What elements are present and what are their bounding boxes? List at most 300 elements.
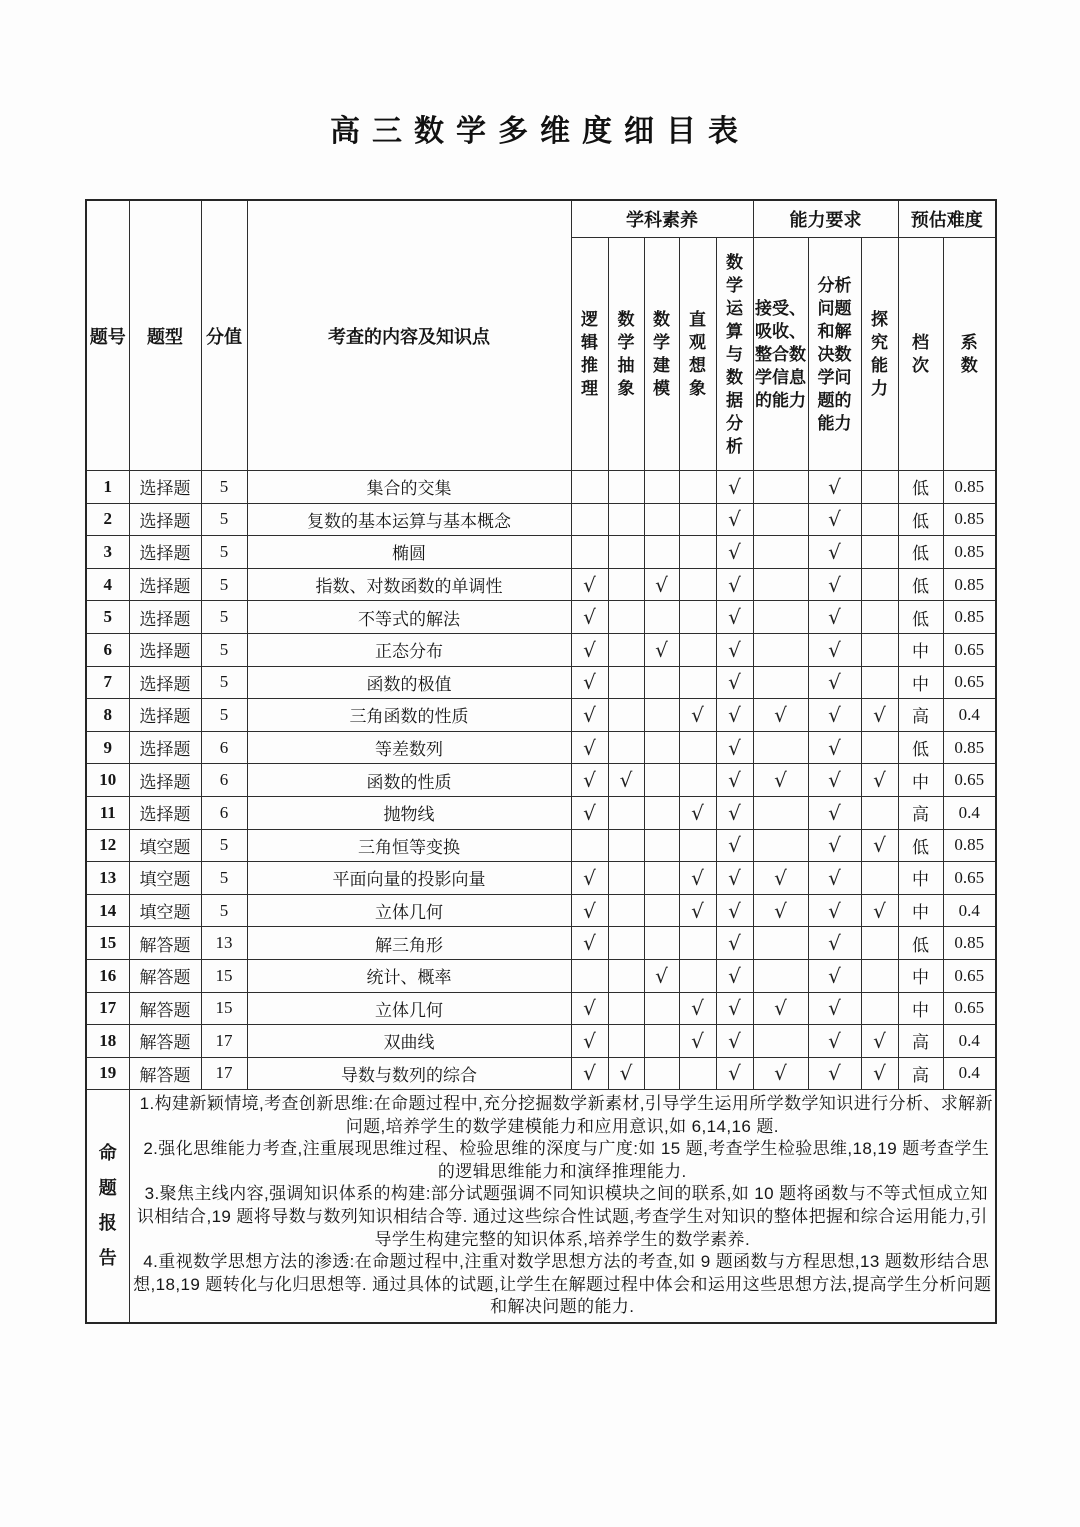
table-row: [86, 764, 996, 797]
col-header-math-operation-data-analysis: 数学运算与数据分析: [726, 252, 744, 456]
checkmark-cell: √: [861, 764, 898, 797]
question-type-cell: 选择题: [129, 601, 201, 634]
checkmark-cell: √: [716, 764, 753, 797]
difficulty-level-cell: 中: [898, 764, 943, 797]
checkmark-cell: √: [808, 927, 861, 960]
empty-check-cell: [571, 959, 608, 992]
table-row: [86, 992, 996, 1025]
col-header-question-no: 题号: [86, 200, 129, 471]
checkmark-cell: √: [644, 959, 679, 992]
checkmark-cell: √: [679, 992, 716, 1025]
empty-check-cell: [861, 666, 898, 699]
difficulty-level-cell: 高: [898, 1057, 943, 1090]
checkmark-cell: √: [861, 1025, 898, 1058]
empty-check-cell: [753, 503, 808, 536]
coefficient-cell: 0.85: [943, 601, 996, 634]
table-row: [86, 959, 996, 992]
table-row: [86, 601, 996, 634]
report-item-1: 1.构建新颖情境,考查创新思维:在命题过程中,充分挖掘数学新素材,引导学生运用所学数学知识进行分析、求解新问题,培养学生的数学建模能力和应用意识,如 6,14,16 题.: [139, 1094, 993, 1136]
question-type-cell: 解答题: [129, 959, 201, 992]
question-number-cell: 7: [86, 666, 129, 699]
question-type-cell: 解答题: [129, 1057, 201, 1090]
checkmark-cell: √: [679, 796, 716, 829]
empty-check-cell: [753, 666, 808, 699]
empty-check-cell: [679, 633, 716, 666]
points-cell: 5: [201, 568, 247, 601]
question-number-cell: 9: [86, 731, 129, 764]
checkmark-cell: √: [571, 731, 608, 764]
content-knowledge-cell: 指数、对数函数的单调性: [247, 568, 571, 601]
difficulty-level-cell: 高: [898, 796, 943, 829]
content-knowledge-cell: 复数的基本运算与基本概念: [247, 503, 571, 536]
col-header-intuitive-imagination: 直观想象: [689, 310, 706, 398]
content-knowledge-cell: 椭圆: [247, 536, 571, 569]
table-row: [86, 568, 996, 601]
empty-check-cell: [644, 503, 679, 536]
question-type-cell: 解答题: [129, 992, 201, 1025]
empty-check-cell: [608, 503, 644, 536]
empty-check-cell: [608, 992, 644, 1025]
empty-check-cell: [608, 829, 644, 862]
empty-check-cell: [608, 796, 644, 829]
question-number-cell: 15: [86, 927, 129, 960]
difficulty-level-cell: 低: [898, 829, 943, 862]
empty-check-cell: [861, 862, 898, 895]
checkmark-cell: √: [861, 1057, 898, 1090]
checkmark-cell: √: [716, 959, 753, 992]
checkmark-cell: √: [571, 601, 608, 634]
question-type-cell: 填空题: [129, 862, 201, 895]
difficulty-level-cell: 高: [898, 1025, 943, 1058]
checkmark-cell: √: [644, 633, 679, 666]
empty-check-cell: [571, 536, 608, 569]
header-group-row: [86, 200, 996, 238]
empty-check-cell: [753, 796, 808, 829]
empty-check-cell: [608, 666, 644, 699]
empty-check-cell: [753, 601, 808, 634]
coefficient-cell: 0.65: [943, 862, 996, 895]
empty-check-cell: [861, 959, 898, 992]
checkmark-cell: √: [571, 1025, 608, 1058]
question-number-cell: 4: [86, 568, 129, 601]
question-number-cell: 6: [86, 633, 129, 666]
checkmark-cell: √: [861, 829, 898, 862]
coefficient-cell: 0.4: [943, 699, 996, 732]
checkmark-cell: √: [644, 568, 679, 601]
checkmark-cell: √: [753, 764, 808, 797]
col-header-difficulty-level: 档次: [912, 333, 930, 375]
checkmark-cell: √: [808, 471, 861, 504]
report-section: [86, 1090, 996, 1323]
empty-check-cell: [644, 796, 679, 829]
points-cell: 5: [201, 699, 247, 732]
question-type-cell: 解答题: [129, 927, 201, 960]
report-row: [86, 1090, 996, 1323]
empty-check-cell: [644, 1057, 679, 1090]
question-number-cell: 19: [86, 1057, 129, 1090]
question-type-cell: 填空题: [129, 894, 201, 927]
empty-check-cell: [608, 1025, 644, 1058]
empty-check-cell: [608, 536, 644, 569]
checkmark-cell: √: [808, 959, 861, 992]
table-row: [86, 503, 996, 536]
table-row: [86, 1057, 996, 1090]
col-header-logical-reasoning: 逻辑推理: [581, 310, 598, 398]
checkmark-cell: √: [861, 699, 898, 732]
empty-check-cell: [644, 927, 679, 960]
content-knowledge-cell: 解三角形: [247, 927, 571, 960]
coefficient-cell: 0.4: [943, 796, 996, 829]
checkmark-cell: √: [808, 536, 861, 569]
coefficient-cell: 0.85: [943, 731, 996, 764]
empty-check-cell: [861, 601, 898, 634]
report-content: [129, 1090, 996, 1323]
table-row: [86, 699, 996, 732]
col-header-question-type: 题型: [129, 200, 201, 471]
col-header-exploration-ability: 探究能力: [871, 310, 889, 398]
empty-check-cell: [861, 731, 898, 764]
checkmark-cell: √: [808, 796, 861, 829]
content-knowledge-cell: 三角恒等变换: [247, 829, 571, 862]
coefficient-cell: 0.65: [943, 764, 996, 797]
content-knowledge-cell: 抛物线: [247, 796, 571, 829]
checkmark-cell: √: [571, 796, 608, 829]
empty-check-cell: [571, 829, 608, 862]
content-knowledge-cell: 函数的性质: [247, 764, 571, 797]
checkmark-cell: √: [808, 894, 861, 927]
difficulty-level-cell: 高: [898, 699, 943, 732]
empty-check-cell: [644, 764, 679, 797]
difficulty-level-cell: 低: [898, 731, 943, 764]
empty-check-cell: [861, 796, 898, 829]
col-header-absorb-integrate-info: 接受、吸收、整合数学信息的能力: [755, 298, 807, 410]
empty-check-cell: [608, 731, 644, 764]
checkmark-cell: √: [571, 894, 608, 927]
checkmark-cell: √: [808, 1057, 861, 1090]
question-number-cell: 11: [86, 796, 129, 829]
empty-check-cell: [753, 568, 808, 601]
empty-check-cell: [608, 601, 644, 634]
checkmark-cell: √: [679, 1025, 716, 1058]
checkmark-cell: √: [716, 633, 753, 666]
difficulty-level-cell: 低: [898, 503, 943, 536]
table-row: [86, 633, 996, 666]
content-knowledge-cell: 函数的极值: [247, 666, 571, 699]
points-cell: 6: [201, 764, 247, 797]
checkmark-cell: √: [716, 568, 753, 601]
content-knowledge-cell: 统计、概率: [247, 959, 571, 992]
empty-check-cell: [679, 666, 716, 699]
empty-check-cell: [608, 699, 644, 732]
report-item-3: 3.聚焦主线内容,强调知识体系的构建:部分试题强调不同知识模块之间的联系,如 10 题将函数与不等式恒成立知识相结合,19 题将导数与数列知识相结合等. 通过这些综合性试题,考查学生对知识的整体把握和综合运用能力,引导学生构建完整的知识体系,培养学生的数学素养.: [136, 1184, 988, 1249]
table-row: [86, 862, 996, 895]
points-cell: 5: [201, 894, 247, 927]
group-header-estimated-difficulty: 预估难度: [898, 200, 996, 238]
question-type-cell: 选择题: [129, 633, 201, 666]
coefficient-cell: 0.85: [943, 536, 996, 569]
empty-check-cell: [608, 471, 644, 504]
checkmark-cell: √: [571, 699, 608, 732]
col-header-content: 考查的内容及知识点: [247, 200, 571, 471]
checkmark-cell: √: [808, 568, 861, 601]
question-number-cell: 5: [86, 601, 129, 634]
question-type-cell: 选择题: [129, 666, 201, 699]
checkmark-cell: √: [571, 764, 608, 797]
content-knowledge-cell: 正态分布: [247, 633, 571, 666]
checkmark-cell: √: [716, 699, 753, 732]
empty-check-cell: [644, 731, 679, 764]
points-cell: 5: [201, 536, 247, 569]
table-body: [86, 471, 996, 1090]
report-item-2: 2.强化思维能力考查,注重展现思维过程、检验思维的深度与广度:如 15 题,考查学生检验思维,18,19 题考查学生的逻辑思维能力和演绎推理能力.: [143, 1139, 990, 1181]
question-number-cell: 16: [86, 959, 129, 992]
checkmark-cell: √: [753, 894, 808, 927]
coefficient-cell: 0.4: [943, 1057, 996, 1090]
coefficient-cell: 0.65: [943, 666, 996, 699]
coefficient-cell: 0.4: [943, 894, 996, 927]
checkmark-cell: √: [808, 1025, 861, 1058]
checkmark-cell: √: [608, 1057, 644, 1090]
empty-check-cell: [861, 471, 898, 504]
empty-check-cell: [608, 959, 644, 992]
question-number-cell: 13: [86, 862, 129, 895]
table-row: [86, 1025, 996, 1058]
content-knowledge-cell: 集合的交集: [247, 471, 571, 504]
checkmark-cell: √: [753, 1057, 808, 1090]
group-header-subject-literacy: 学科素养: [571, 200, 753, 238]
checkmark-cell: √: [571, 568, 608, 601]
difficulty-level-cell: 中: [898, 894, 943, 927]
content-knowledge-cell: 三角函数的性质: [247, 699, 571, 732]
table-row: [86, 471, 996, 504]
empty-check-cell: [753, 1025, 808, 1058]
empty-check-cell: [861, 927, 898, 960]
question-number-cell: 8: [86, 699, 129, 732]
question-number-cell: 3: [86, 536, 129, 569]
points-cell: 5: [201, 666, 247, 699]
empty-check-cell: [679, 503, 716, 536]
empty-check-cell: [679, 829, 716, 862]
empty-check-cell: [644, 992, 679, 1025]
question-number-cell: 14: [86, 894, 129, 927]
detail-table: [85, 199, 997, 1324]
table-row: [86, 894, 996, 927]
table-row: [86, 731, 996, 764]
empty-check-cell: [608, 927, 644, 960]
checkmark-cell: √: [716, 1057, 753, 1090]
coefficient-cell: 0.65: [943, 992, 996, 1025]
checkmark-cell: √: [753, 992, 808, 1025]
checkmark-cell: √: [716, 666, 753, 699]
checkmark-cell: √: [808, 601, 861, 634]
empty-check-cell: [679, 568, 716, 601]
checkmark-cell: √: [808, 633, 861, 666]
checkmark-cell: √: [808, 992, 861, 1025]
empty-check-cell: [644, 829, 679, 862]
checkmark-cell: √: [716, 862, 753, 895]
empty-check-cell: [861, 633, 898, 666]
checkmark-cell: √: [808, 503, 861, 536]
page-title: 高三数学多维度细目表: [330, 115, 750, 148]
table-row: [86, 666, 996, 699]
checkmark-cell: √: [716, 829, 753, 862]
question-number-cell: 17: [86, 992, 129, 1025]
empty-check-cell: [753, 829, 808, 862]
points-cell: 17: [201, 1025, 247, 1058]
checkmark-cell: √: [608, 764, 644, 797]
content-knowledge-cell: 等差数列: [247, 731, 571, 764]
difficulty-level-cell: 低: [898, 927, 943, 960]
empty-check-cell: [644, 536, 679, 569]
empty-check-cell: [679, 471, 716, 504]
checkmark-cell: √: [716, 927, 753, 960]
report-label: 命题报告: [98, 1143, 117, 1269]
checkmark-cell: √: [571, 666, 608, 699]
checkmark-cell: √: [716, 894, 753, 927]
content-knowledge-cell: 平面向量的投影向量: [247, 862, 571, 895]
question-number-cell: 12: [86, 829, 129, 862]
checkmark-cell: √: [716, 601, 753, 634]
checkmark-cell: √: [571, 1057, 608, 1090]
empty-check-cell: [753, 633, 808, 666]
checkmark-cell: √: [753, 862, 808, 895]
question-type-cell: 选择题: [129, 536, 201, 569]
checkmark-cell: √: [753, 699, 808, 732]
empty-check-cell: [608, 862, 644, 895]
question-type-cell: 选择题: [129, 503, 201, 536]
checkmark-cell: √: [716, 796, 753, 829]
question-number-cell: 10: [86, 764, 129, 797]
empty-check-cell: [679, 601, 716, 634]
difficulty-level-cell: 中: [898, 992, 943, 1025]
empty-check-cell: [608, 894, 644, 927]
col-header-points: 分值: [201, 200, 247, 471]
table-row: [86, 927, 996, 960]
points-cell: 13: [201, 927, 247, 960]
empty-check-cell: [753, 536, 808, 569]
empty-check-cell: [644, 699, 679, 732]
question-number-cell: 2: [86, 503, 129, 536]
points-cell: 5: [201, 503, 247, 536]
col-header-analyze-solve-problems: 分析问题和解决数学问题的能力: [817, 275, 852, 433]
points-cell: 15: [201, 992, 247, 1025]
points-cell: 15: [201, 959, 247, 992]
points-cell: 6: [201, 796, 247, 829]
empty-check-cell: [861, 992, 898, 1025]
empty-check-cell: [571, 471, 608, 504]
checkmark-cell: √: [571, 992, 608, 1025]
coefficient-cell: 0.4: [943, 1025, 996, 1058]
question-number-cell: 1: [86, 471, 129, 504]
question-number-cell: 18: [86, 1025, 129, 1058]
checkmark-cell: √: [571, 862, 608, 895]
points-cell: 5: [201, 633, 247, 666]
difficulty-level-cell: 低: [898, 536, 943, 569]
empty-check-cell: [861, 536, 898, 569]
checkmark-cell: √: [808, 829, 861, 862]
points-cell: 6: [201, 731, 247, 764]
difficulty-level-cell: 中: [898, 666, 943, 699]
checkmark-cell: √: [716, 731, 753, 764]
empty-check-cell: [608, 633, 644, 666]
points-cell: 5: [201, 829, 247, 862]
checkmark-cell: √: [716, 503, 753, 536]
empty-check-cell: [861, 568, 898, 601]
difficulty-level-cell: 中: [898, 862, 943, 895]
empty-check-cell: [861, 503, 898, 536]
empty-check-cell: [679, 536, 716, 569]
coefficient-cell: 0.85: [943, 568, 996, 601]
difficulty-level-cell: 低: [898, 471, 943, 504]
coefficient-cell: 0.65: [943, 959, 996, 992]
difficulty-level-cell: 中: [898, 633, 943, 666]
col-header-math-modeling: 数学建模: [653, 310, 670, 398]
checkmark-cell: √: [808, 764, 861, 797]
checkmark-cell: √: [861, 894, 898, 927]
empty-check-cell: [571, 503, 608, 536]
checkmark-cell: √: [679, 894, 716, 927]
points-cell: 5: [201, 862, 247, 895]
coefficient-cell: 0.85: [943, 503, 996, 536]
checkmark-cell: √: [716, 1025, 753, 1058]
question-type-cell: 选择题: [129, 699, 201, 732]
empty-check-cell: [644, 862, 679, 895]
empty-check-cell: [644, 601, 679, 634]
empty-check-cell: [679, 927, 716, 960]
checkmark-cell: √: [808, 731, 861, 764]
checkmark-cell: √: [808, 862, 861, 895]
points-cell: 5: [201, 471, 247, 504]
question-type-cell: 选择题: [129, 568, 201, 601]
checkmark-cell: √: [716, 471, 753, 504]
empty-check-cell: [679, 1057, 716, 1090]
points-cell: 17: [201, 1057, 247, 1090]
empty-check-cell: [753, 731, 808, 764]
coefficient-cell: 0.85: [943, 829, 996, 862]
question-type-cell: 选择题: [129, 471, 201, 504]
question-type-cell: 选择题: [129, 796, 201, 829]
checkmark-cell: √: [716, 536, 753, 569]
coefficient-cell: 0.85: [943, 471, 996, 504]
question-type-cell: 填空题: [129, 829, 201, 862]
question-type-cell: 选择题: [129, 764, 201, 797]
checkmark-cell: √: [571, 927, 608, 960]
table-row: [86, 796, 996, 829]
content-knowledge-cell: 不等式的解法: [247, 601, 571, 634]
checkmark-cell: √: [716, 992, 753, 1025]
content-knowledge-cell: 立体几何: [247, 894, 571, 927]
table-row: [86, 829, 996, 862]
empty-check-cell: [644, 666, 679, 699]
question-type-cell: 解答题: [129, 1025, 201, 1058]
empty-check-cell: [753, 471, 808, 504]
empty-check-cell: [608, 568, 644, 601]
empty-check-cell: [644, 471, 679, 504]
empty-check-cell: [679, 959, 716, 992]
col-header-coefficient: 系数: [960, 333, 978, 375]
difficulty-level-cell: 低: [898, 568, 943, 601]
empty-check-cell: [679, 731, 716, 764]
empty-check-cell: [644, 1025, 679, 1058]
difficulty-level-cell: 低: [898, 601, 943, 634]
report-item-4: 4.重视数学思想方法的渗透:在命题过程中,注重对数学思想方法的考查,如 9 题函数与方程思想,13 题数形结合思想,18,19 题转化与化归思想等. 通过具体的试题,让学生在解题过程中体会和运用这些思想方法,提高学生分析问题和解决问题的能力.: [133, 1252, 992, 1317]
question-type-cell: 选择题: [129, 731, 201, 764]
table-row: [86, 536, 996, 569]
empty-check-cell: [753, 927, 808, 960]
coefficient-cell: 0.85: [943, 927, 996, 960]
checkmark-cell: √: [808, 699, 861, 732]
content-knowledge-cell: 导数与数列的综合: [247, 1057, 571, 1090]
